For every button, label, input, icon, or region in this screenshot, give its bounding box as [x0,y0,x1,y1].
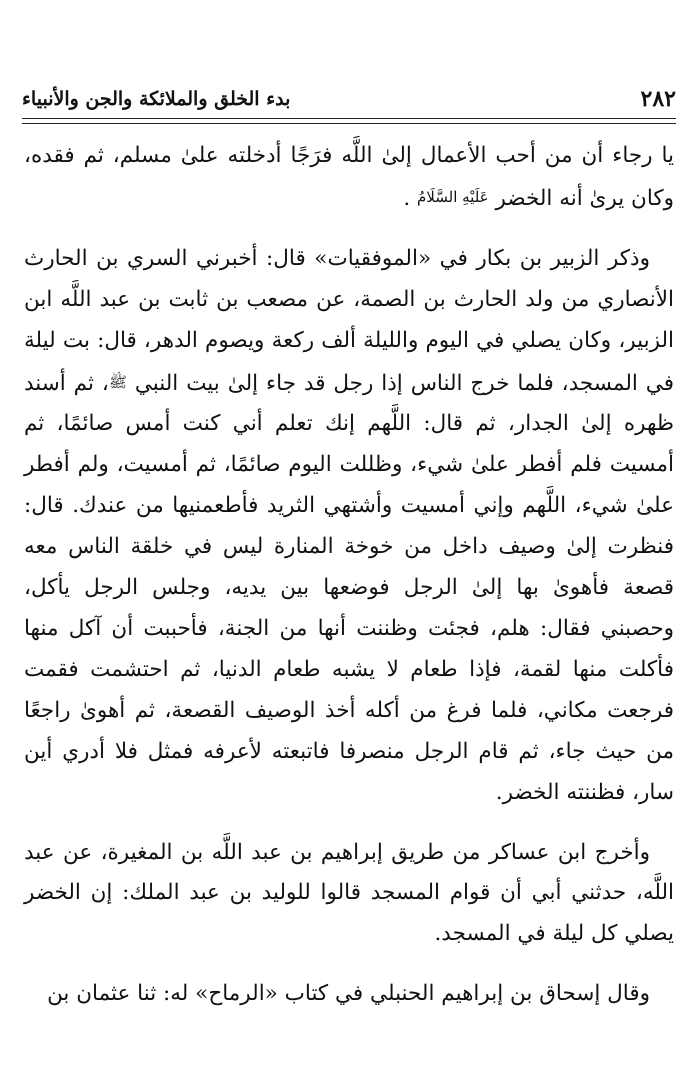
page-header [22,84,676,114]
paragraph-3 [24,833,674,956]
header-rule-thin [22,123,676,124]
page-number: ٢٨٢ [640,86,676,112]
paragraph-1 [24,136,674,220]
paragraph-text: يا رجاء أن من أحب الأعمال إلىٰ اللَّه فرَجًا أدخلته علىٰ مسلم، ثم فقده، وكان يرىٰ أنه الخضر [24,143,675,211]
honorific-ligature: عَلَيْهِ السَّلَامُ [417,187,489,206]
paragraph-4 [24,974,674,1015]
paragraph-2 [24,239,674,814]
paragraph-text: ، ثم أسند ظهره إلىٰ الجدار، ثم قال: اللَّهم إنك تعلم أني كنت أمس صائمًا، ثم أمسيت فلم أفطر علىٰ شيء، وظللت اليوم صائمًا، ثم أمسيت، ولم أفطر علىٰ شيء، اللَّهم وإني أمسيت وأشتهي الثريد فأطعمنيها من عندك. قال: فنظرت إلىٰ وصيف داخل من خوخة المنارة ليس في خلقة الناس معه قصعة فأهوىٰ بها إلىٰ الرجل فوضعها بين يديه، وجلس الرجل يأكل، وحصبني فقال: هلم، فجئت وظننت أنها من الجنة، فأحببت أن آكل منها فأكلت منها لقمة، فإذا طعام لا يشبه طعام الدنيا، ثم احتشمت فقمت فرجعت مكاني، فلما فرغ من أكله أخذ الوصيف القصعة، ثم أهوىٰ راجعًا من حيث جاء، ثم قام الرجل منصرفا فاتبعته لأعرفه فمثل فلا أدري أين سار، فظننته الخضر. [24,370,674,805]
paragraph-text: وذكر الزبير بن بكار في «الموفقيات» قال: أخبرني السري بن الحارث الأنصاري من ولد الحارث بن الصمة، عن مصعب بن ثابت بن عبد اللَّه ابن الزبير، وكان يصلي في اليوم والليلة ألف ركعة ويصوم الدهر، قال: بت ليلة في المسجد، فلما خرج الناس إذا رجل قد جاء إلىٰ بيت النبي [24,245,674,396]
body-text [24,136,674,1015]
running-title: بدء الخلق والملائكة والجن والأنبياء [22,88,291,110]
paragraph-text: . [403,185,418,211]
honorific-ligature: ﷺ [108,372,127,391]
header-rule-thick [22,118,676,119]
paragraph-text: وقال إسحاق بن إبراهيم الحنبلي في كتاب «الرماح» له: ثنا عثمان بن [47,981,650,1007]
paragraph-text: وأخرج ابن عساكر من طريق إبراهيم بن عبد اللَّه بن المغيرة، عن عبد اللَّه، حدثني أبي أن قوام المسجد قالوا للوليد بن عبد الملك: إن الخضر يصلي كل ليلة في المسجد. [24,839,674,947]
